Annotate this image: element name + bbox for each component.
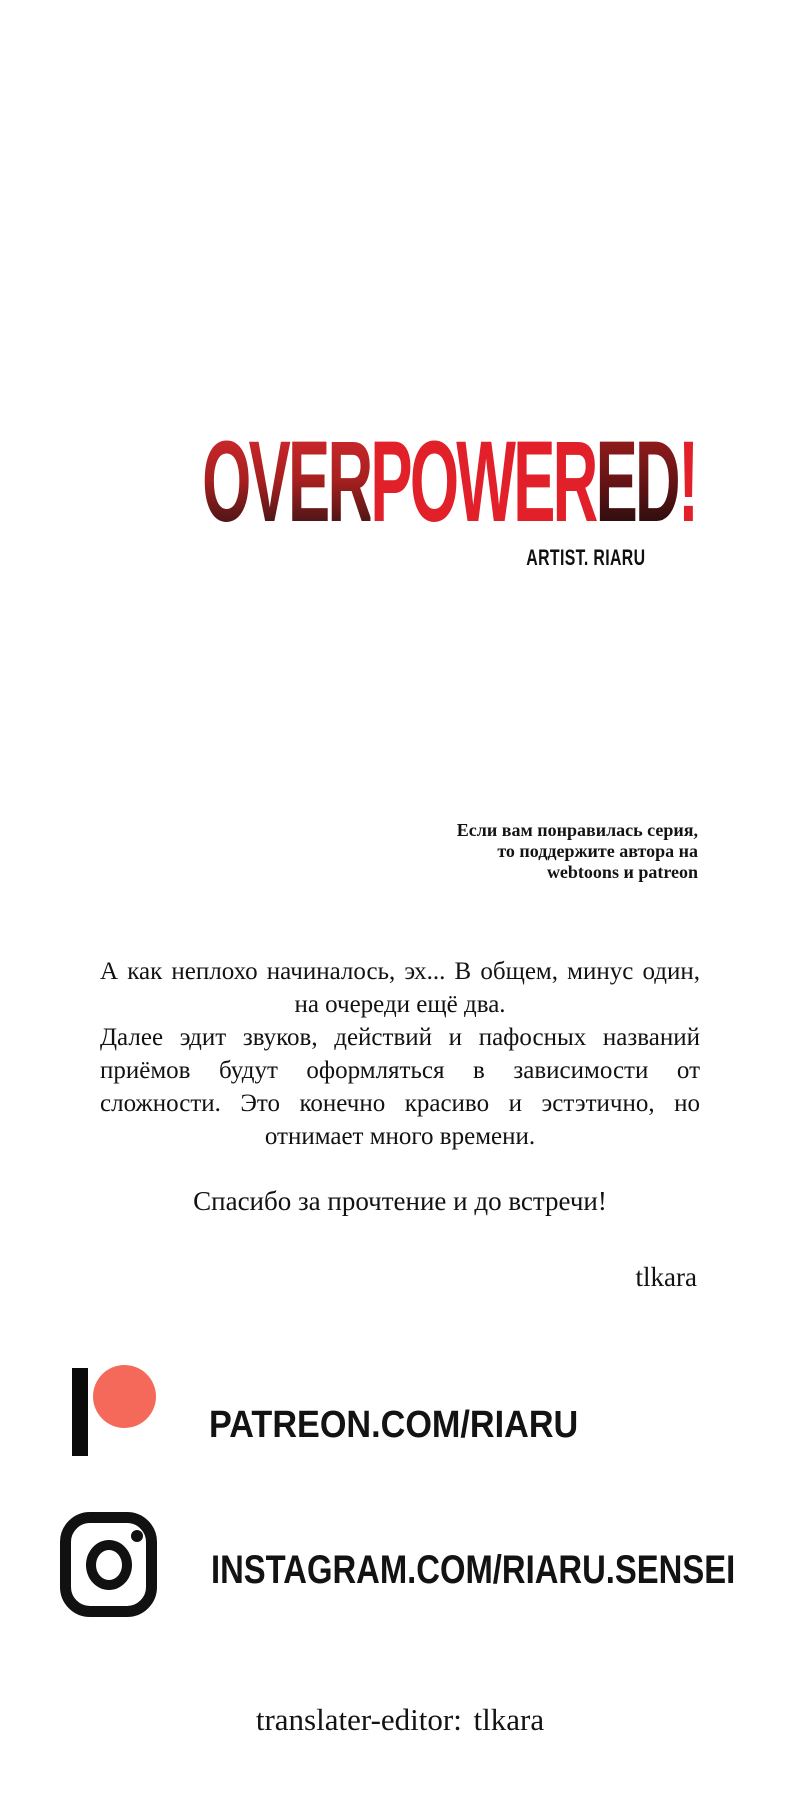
translator-editor-line: translater-editor: tlkara: [255, 1702, 545, 1737]
logo-part-over: OVER: [202, 418, 371, 546]
artist-credit: ARTIST. RIARU: [525, 545, 645, 570]
support-note-line: webtoons и patreon: [546, 862, 698, 882]
patreon-icon: [72, 1365, 157, 1457]
afterword-text: [100, 955, 700, 1153]
logo-part-power: POWER: [370, 418, 596, 546]
support-note-line: Если вам понравилась серия,: [456, 820, 698, 840]
logo-part-ed: ED: [595, 418, 678, 546]
instagram-icon-lens: [86, 1540, 132, 1590]
afterword-paragraph: Далее эдит звуков, действий и пафосных названий приёмов будут оформляться в зависимости от сложности. Это конечно красиво и эстэтично, но отнимает много времени.: [100, 1024, 700, 1150]
logo-part-exclamation: !: [677, 418, 697, 546]
series-logo: [0, 418, 800, 546]
instagram-url: INSTAGRAM.COM/RIARU.SENSEI: [211, 1548, 736, 1592]
instagram-icon: [60, 1512, 157, 1617]
patreon-icon-circle: [93, 1365, 156, 1428]
support-note-line: то поддержите автора на: [497, 841, 698, 861]
translator-signature: tlkara: [635, 1262, 697, 1292]
support-note: [457, 820, 698, 883]
patreon-url: PATREON.COM/RIARU: [209, 1404, 579, 1446]
afterword-paragraph: А как неплохо начиналось, эх... В общем, минус один, на очереди ещё два.: [100, 958, 700, 1018]
series-logo-text: [202, 418, 697, 546]
thanks-line: Спасибо за прочтение и до встречи!: [193, 1186, 607, 1216]
instagram-icon-dot: [131, 1530, 143, 1542]
patreon-icon-bar: [72, 1368, 88, 1456]
